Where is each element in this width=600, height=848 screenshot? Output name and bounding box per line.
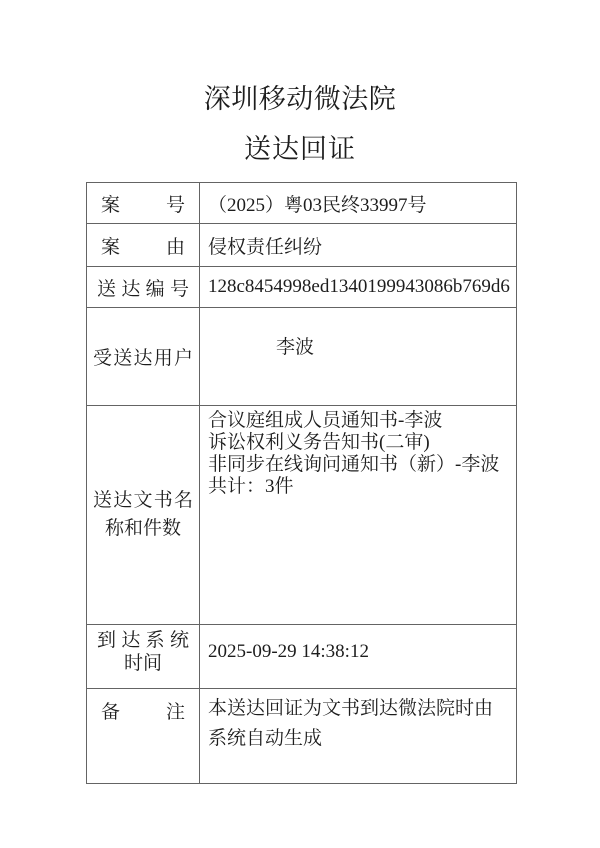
table-row-service-id bbox=[87, 267, 516, 308]
table-row-arrival-time bbox=[87, 625, 516, 689]
cause-value: 侵权责任纠纷 bbox=[208, 236, 323, 258]
case-number-value-cell bbox=[200, 183, 516, 223]
arrival-time-label-line-2: 时间 bbox=[123, 652, 162, 674]
table-row-case-number bbox=[87, 183, 516, 224]
service-receipt-table bbox=[86, 182, 517, 784]
cause-label: 案由 bbox=[101, 236, 185, 258]
remarks-label-cell bbox=[87, 689, 200, 783]
table-row-recipient bbox=[87, 308, 516, 406]
documents-label-cell bbox=[87, 406, 200, 624]
arrival-time-value-cell bbox=[200, 625, 516, 688]
recipient-label-cell bbox=[87, 308, 200, 405]
document-count: 共计：3件 bbox=[208, 476, 294, 497]
document-list-item: 合议庭组成人员通知书-李波 bbox=[208, 410, 443, 431]
table-row-remarks bbox=[87, 689, 516, 783]
case-number-label: 案号 bbox=[101, 194, 185, 216]
documents-value-cell bbox=[200, 406, 516, 624]
service-id-label-cell bbox=[87, 267, 200, 307]
table-row-cause-of-action bbox=[87, 224, 516, 267]
recipient-label: 受送达用户 bbox=[93, 348, 193, 369]
table-row-documents bbox=[87, 406, 516, 625]
remarks-label: 备注 bbox=[101, 702, 185, 723]
document-type-title: 送达回证 bbox=[244, 134, 356, 164]
recipient-value-cell bbox=[200, 308, 516, 405]
service-id-label: 送达编号 bbox=[97, 278, 189, 300]
service-id-value-cell bbox=[200, 267, 516, 307]
arrival-time-label-line-1: 到达系统 bbox=[97, 629, 189, 651]
court-title: 深圳移动微法院 bbox=[203, 84, 397, 114]
document-list-item: 诉讼权利义务告知书(二审) bbox=[208, 432, 430, 453]
documents-label-line-1: 送达文书名 bbox=[93, 490, 193, 511]
remarks-value-cell bbox=[200, 689, 516, 783]
case-number-label-cell bbox=[87, 183, 200, 223]
cause-label-cell bbox=[87, 224, 200, 266]
case-number-value: （2025）粤03民终33997号 bbox=[208, 194, 427, 216]
arrival-time-label-cell bbox=[87, 625, 200, 688]
document-list-item: 非同步在线询问通知书（新）-李波 bbox=[208, 454, 500, 475]
documents-label-line-2: 称和件数 bbox=[104, 518, 181, 539]
arrival-timestamp: 2025-09-29 14:38:12 bbox=[208, 640, 369, 662]
service-id-value: 128c8454998ed1340199943086b769d6 bbox=[208, 276, 510, 297]
cause-value-cell bbox=[200, 224, 516, 266]
recipient-value: 李波 bbox=[276, 337, 315, 358]
remarks-value: 本送达回证为文书到达微法院时由系统自动生成 bbox=[208, 698, 494, 749]
